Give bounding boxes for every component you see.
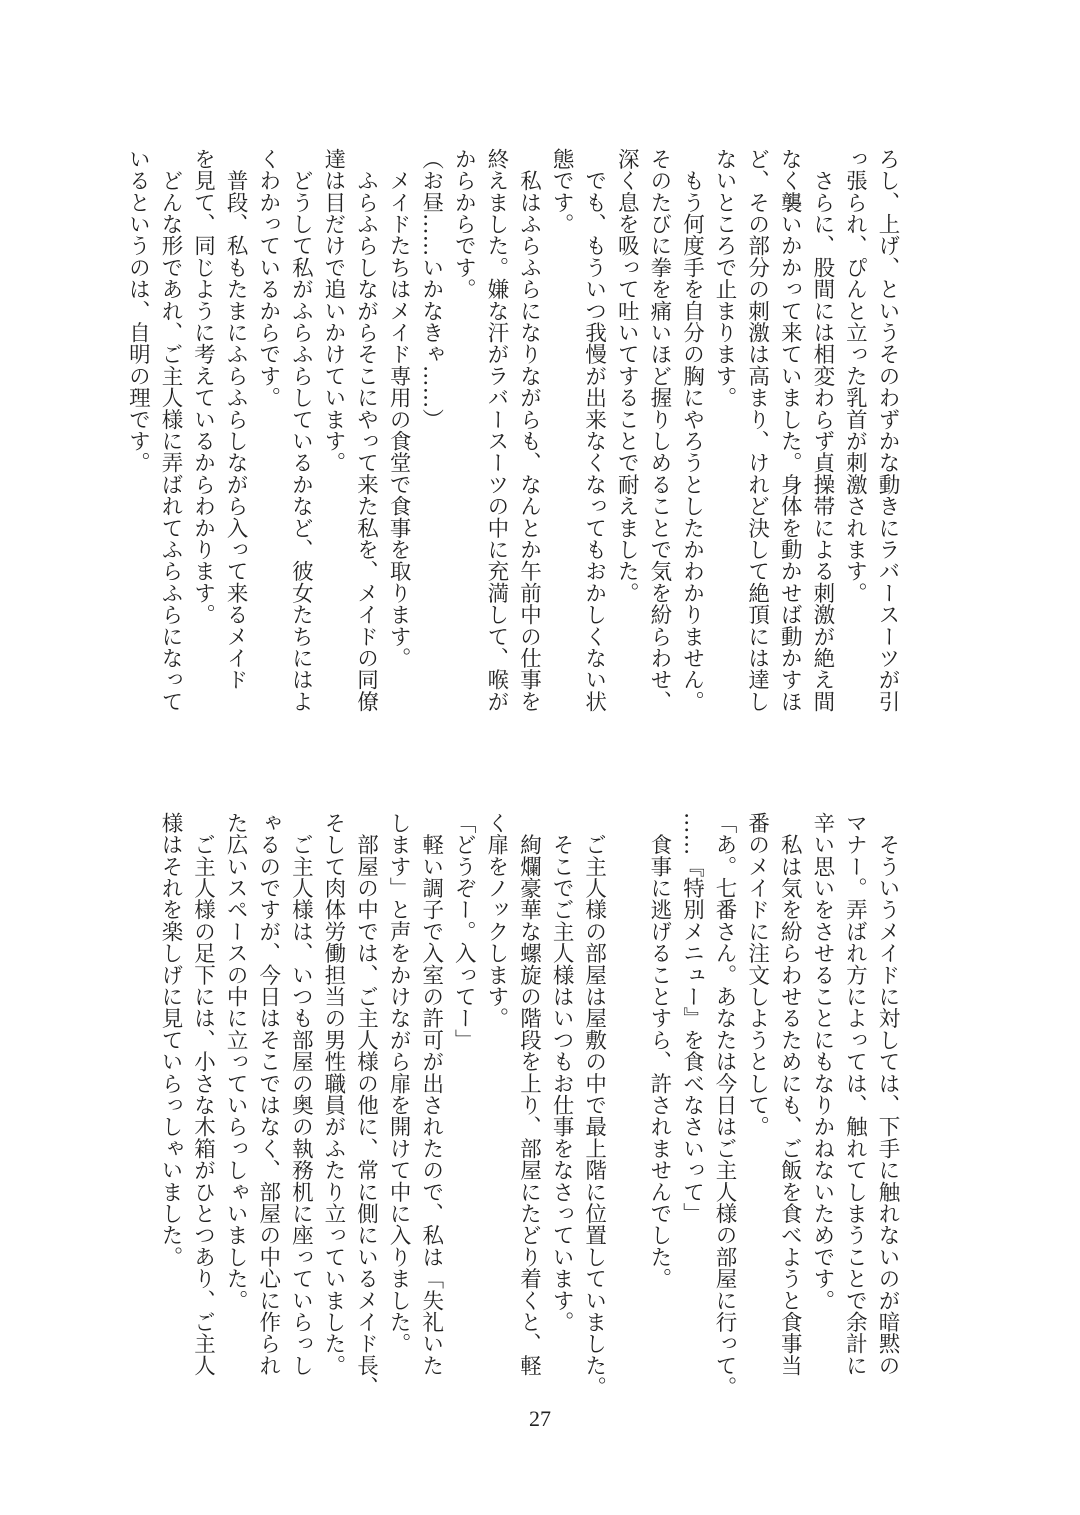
lower-text-block bbox=[118, 812, 903, 1398]
text-line: 「あ。七番さん。あなたは今日はご主人様の部屋に行って。 bbox=[712, 812, 738, 1398]
text-line: どんな形であれ、ご主人様に弄ばれてふらふらになって bbox=[157, 148, 183, 713]
text-line: ふらふらしながらそこにやって来た私を、メイドの同僚 bbox=[353, 148, 379, 713]
text-line: ご主人様は、いつも部屋の奥の執務机に座っていらっし bbox=[288, 812, 314, 1377]
text-line: 終えました。嫌な汗がラバースーツの中に充満して、喉が bbox=[483, 148, 509, 713]
text-line: メイドたちはメイド専用の食堂で食事を取ります。 bbox=[386, 148, 412, 669]
page-number: 27 bbox=[529, 1406, 551, 1431]
text-line: どうして私がふらふらしているかなど、彼女たちにはよ bbox=[288, 148, 314, 713]
text-line: でも、もういつ我慢が出来なくなってもおかしくない状 bbox=[581, 148, 607, 713]
upper-text-block bbox=[118, 148, 903, 728]
text-line: く扉をノックします。 bbox=[483, 812, 509, 1029]
text-line: 部屋の中では、ご主人様の他に、常に側にいるメイド長、 bbox=[353, 812, 379, 1398]
text-line: 達は目だけで追いかけています。 bbox=[320, 148, 346, 474]
text-line: 私は気を紛らわせるためにも、ご飯を食べようと食事当 bbox=[777, 812, 803, 1377]
text-line: なく襲いかかって来ていました。身体を動かせば動かすほ bbox=[777, 148, 803, 713]
text-line: 絢爛豪華な螺旋の階段を上り、部屋にたどり着くと、軽 bbox=[516, 812, 542, 1377]
text-line: 私はふらふらになりながらも、なんとか午前中の仕事を bbox=[516, 148, 542, 713]
text-line: 食事に逃げることすら、許されませんでした。 bbox=[646, 812, 672, 1290]
text-line: を見て、同じように考えているからわかります。 bbox=[190, 148, 216, 626]
text-line: くわかっているからです。 bbox=[255, 148, 281, 409]
text-line: 番のメイドに注文しようとして。 bbox=[744, 812, 770, 1138]
text-line: そして肉体労働担当の男性職員がふたり立っていました。 bbox=[320, 812, 346, 1377]
text-line: 態です。 bbox=[549, 148, 575, 235]
text-line: 「どうぞー。入ってー」 bbox=[451, 812, 477, 1051]
text-line: 辛い思いをさせることにもなりかねないためです。 bbox=[809, 812, 835, 1312]
text-line: そのたびに拳を痛いほど握りしめることで気を紛らわせ、 bbox=[646, 148, 672, 713]
text-line: そこでご主人様はいつもお仕事をなさっています。 bbox=[549, 812, 575, 1333]
text-line: ご主人様の足下には、小さな木箱がひとつあり、ご主人 bbox=[190, 812, 216, 1377]
text-line: マナー。弄ばれ方によっては、触れてしまうことで余計に bbox=[842, 812, 868, 1377]
text-line: もう何度手を自分の胸にやろうとしたかわかりません。 bbox=[679, 148, 705, 713]
text-line: た広いスペースの中に立っていらっしゃいました。 bbox=[223, 812, 249, 1312]
text-line: 深く息を吸って吐いてすることで耐えました。 bbox=[614, 148, 640, 604]
text-line: ろし、上げ、というそのわずかな動きにラバースーツが引 bbox=[875, 148, 900, 713]
text-line: 普段、私もたまにふらふらしながら入って来るメイド bbox=[223, 148, 249, 691]
text-line: ご主人様の部屋は屋敷の中で最上階に位置していました。 bbox=[581, 812, 607, 1398]
text-line: さらに、股間には相変わらず貞操帯による刺激が絶え間 bbox=[809, 148, 835, 713]
text-line: ど、その部分の刺激は高まり、けれど決して絶頂には達し bbox=[744, 148, 770, 713]
text-line: 軽い調子で入室の許可が出されたので、私は「失礼いた bbox=[418, 812, 444, 1377]
text-line: ……『特別メニュー』を食べなさいって」 bbox=[679, 812, 705, 1225]
text-line bbox=[610, 812, 643, 1392]
text-line: ないところで止まります。 bbox=[712, 148, 738, 409]
text-line: そういうメイドに対しては、下手に触れないのが暗黙の bbox=[875, 812, 900, 1377]
text-line: からからです。 bbox=[451, 148, 477, 300]
text-line: 様はそれを楽しげに見ていらっしゃいました。 bbox=[157, 812, 183, 1268]
text-line: ゃるのですが、今日はそこではなく、部屋の中心に作られ bbox=[255, 812, 281, 1377]
text-line: いるというのは、自明の理です。 bbox=[125, 148, 151, 474]
text-line: します」と声をかけながら扉を開けて中に入りました。 bbox=[386, 812, 412, 1355]
text-line: （お昼……いかなきゃ……） bbox=[418, 148, 444, 431]
text-line: っ張られ、ぴんと立った乳首が刺激されます。 bbox=[842, 148, 868, 604]
